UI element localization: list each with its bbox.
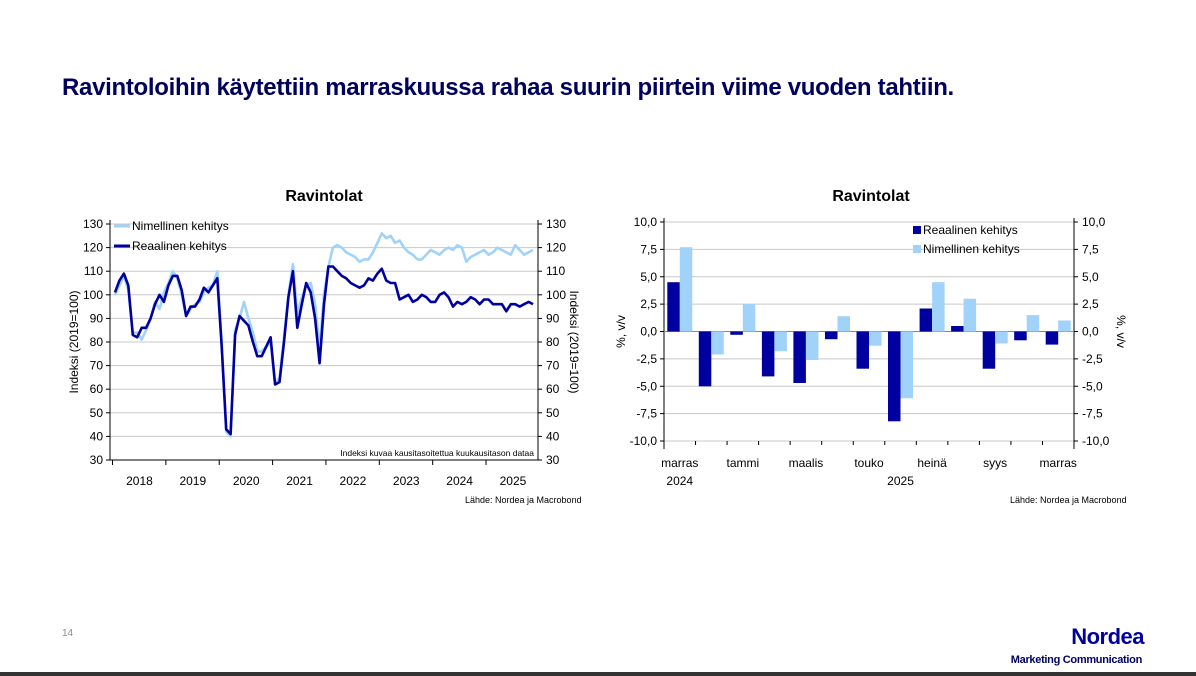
y-tick-label-right: 2,5 xyxy=(1082,297,1099,312)
bar-chart-source: Lähde: Nordea ja Macrobond xyxy=(1010,495,1127,505)
y-tick-label: -5,0 xyxy=(636,379,657,394)
x-tick-label: 2019 xyxy=(179,474,207,488)
y-tick-label: 120 xyxy=(82,240,103,255)
x-tick-label: 2023 xyxy=(392,474,420,488)
y-tick-label: -7,5 xyxy=(636,406,657,421)
bottom-rule xyxy=(0,672,1196,676)
x-year-label: 2025 xyxy=(887,474,914,488)
x-tick-label: tammi xyxy=(726,456,760,470)
bar-nominal xyxy=(901,332,914,399)
chart-annotation: Indeksi kuvaa kausitasoitettua kuukausitason dataa xyxy=(340,448,534,458)
legend-swatch xyxy=(913,245,921,253)
y-tick-label-right: 0,0 xyxy=(1082,324,1099,339)
x-tick-label: 2020 xyxy=(232,474,260,488)
y-tick-label-right: -5,0 xyxy=(1082,379,1103,394)
bar-real xyxy=(983,332,996,369)
bar-nominal xyxy=(711,332,724,355)
x-tick-label: 2024 xyxy=(446,474,473,488)
bar-real xyxy=(699,332,712,387)
y-tick-label: 50 xyxy=(89,405,103,420)
bar-nominal xyxy=(1027,315,1040,331)
bar-real xyxy=(920,309,933,332)
bar-nominal xyxy=(680,247,693,331)
bar-real xyxy=(951,326,964,332)
x-tick-label: marras xyxy=(1039,456,1077,470)
bar-nominal xyxy=(774,332,787,352)
y-tick-label-right: 40 xyxy=(546,429,560,444)
bar-real xyxy=(1046,332,1059,345)
y-tick-label: 0,0 xyxy=(640,324,657,339)
legend-label: Reaalinen kehitys xyxy=(923,223,1018,237)
y-tick-label-right: 7,5 xyxy=(1082,242,1099,257)
bar-real xyxy=(762,332,775,377)
x-tick-label: 2018 xyxy=(126,474,153,488)
bar-nominal xyxy=(869,332,882,346)
bar-nominal xyxy=(743,304,756,331)
y-axis-label-right: %, v/v xyxy=(1114,315,1128,348)
y-tick-label-right: -10,0 xyxy=(1082,434,1110,448)
y-tick-label-right: 120 xyxy=(546,240,567,255)
y-tick-label-right: 50 xyxy=(546,405,560,420)
y-tick-label-right: 30 xyxy=(546,453,560,467)
legend-label: Nimellinen kehitys xyxy=(923,242,1020,256)
y-tick-label-right: 5,0 xyxy=(1082,269,1099,284)
y-tick-label: 100 xyxy=(82,287,103,302)
bar-real xyxy=(888,332,901,422)
page-number: 14 xyxy=(62,628,74,639)
bar-nominal xyxy=(995,332,1008,344)
y-tick-label-right: 110 xyxy=(546,264,566,279)
bar-real xyxy=(667,282,680,331)
line-chart-title: Ravintolat xyxy=(285,188,363,205)
bar-chart xyxy=(598,210,1196,510)
x-tick-label: 2021 xyxy=(286,474,313,488)
legend-label: Reaalinen kehitys xyxy=(132,239,227,253)
y-tick-label: 30 xyxy=(89,453,103,467)
legend-swatch xyxy=(913,226,921,234)
bar-real xyxy=(825,332,838,340)
y-axis-label: Indeksi (2019=100) xyxy=(67,290,81,394)
y-tick-label: 130 xyxy=(82,217,103,231)
x-tick-label: syys xyxy=(983,456,1008,470)
line-chart xyxy=(0,210,598,510)
bar-nominal xyxy=(964,299,977,332)
y-tick-label-right: -2,5 xyxy=(1082,351,1103,366)
x-tick-label: 2022 xyxy=(339,474,367,488)
bar-real xyxy=(730,332,743,335)
bar-nominal xyxy=(838,316,851,331)
line-chart-source: Lähde: Nordea ja Macrobond xyxy=(465,495,582,505)
y-tick-label-right: 60 xyxy=(546,382,560,397)
bar-real xyxy=(857,332,870,369)
x-tick-label: marras xyxy=(661,456,699,470)
y-tick-label: 5,0 xyxy=(640,269,657,284)
y-tick-label-right: 130 xyxy=(546,217,567,231)
y-tick-label: 40 xyxy=(89,429,103,444)
series-line-nominal xyxy=(115,233,533,436)
nordea-logo: Nordea xyxy=(1071,624,1144,649)
y-tick-label: -10,0 xyxy=(629,434,657,448)
y-tick-label-right: 70 xyxy=(546,358,560,373)
bar-nominal xyxy=(932,282,945,331)
slide-title: Ravintoloihin käytettiin marraskuussa rahaa suurin piirtein viime vuoden tahtiin. xyxy=(62,74,954,101)
x-tick-label: maalis xyxy=(788,456,824,470)
legend-label: Nimellinen kehitys xyxy=(132,219,229,233)
x-year-label: 2024 xyxy=(666,474,694,488)
logo-tagline: Marketing Communication xyxy=(1010,654,1142,666)
x-tick-label: touko xyxy=(854,456,884,470)
y-tick-label-right: 90 xyxy=(546,311,560,326)
y-axis-label: %, v/v xyxy=(614,315,628,348)
y-tick-label-right: -7,5 xyxy=(1082,406,1103,421)
bar-nominal xyxy=(1058,321,1071,332)
y-tick-label: 70 xyxy=(89,358,103,373)
x-tick-label: heinä xyxy=(917,456,947,470)
bar-real xyxy=(1014,332,1026,341)
y-tick-label: 90 xyxy=(89,311,103,326)
y-tick-label-right: 100 xyxy=(546,287,567,302)
y-tick-label-right: 80 xyxy=(546,335,560,349)
y-tick-label: 7,5 xyxy=(640,242,657,257)
bar-chart-title: Ravintolat xyxy=(832,188,910,205)
y-tick-label: 110 xyxy=(83,264,103,279)
x-tick-label: 2025 xyxy=(499,474,527,488)
y-axis-label-right: Indeksi (2019=100) xyxy=(567,290,581,394)
bar-nominal xyxy=(806,332,819,361)
bar-real xyxy=(793,332,806,384)
y-tick-label: -2,5 xyxy=(636,351,657,366)
y-tick-label: 2,5 xyxy=(640,297,657,312)
y-tick-label: 80 xyxy=(89,335,103,349)
y-tick-label-right: 10,0 xyxy=(1082,215,1106,229)
y-tick-label: 10,0 xyxy=(633,215,657,229)
y-tick-label: 60 xyxy=(89,382,103,397)
